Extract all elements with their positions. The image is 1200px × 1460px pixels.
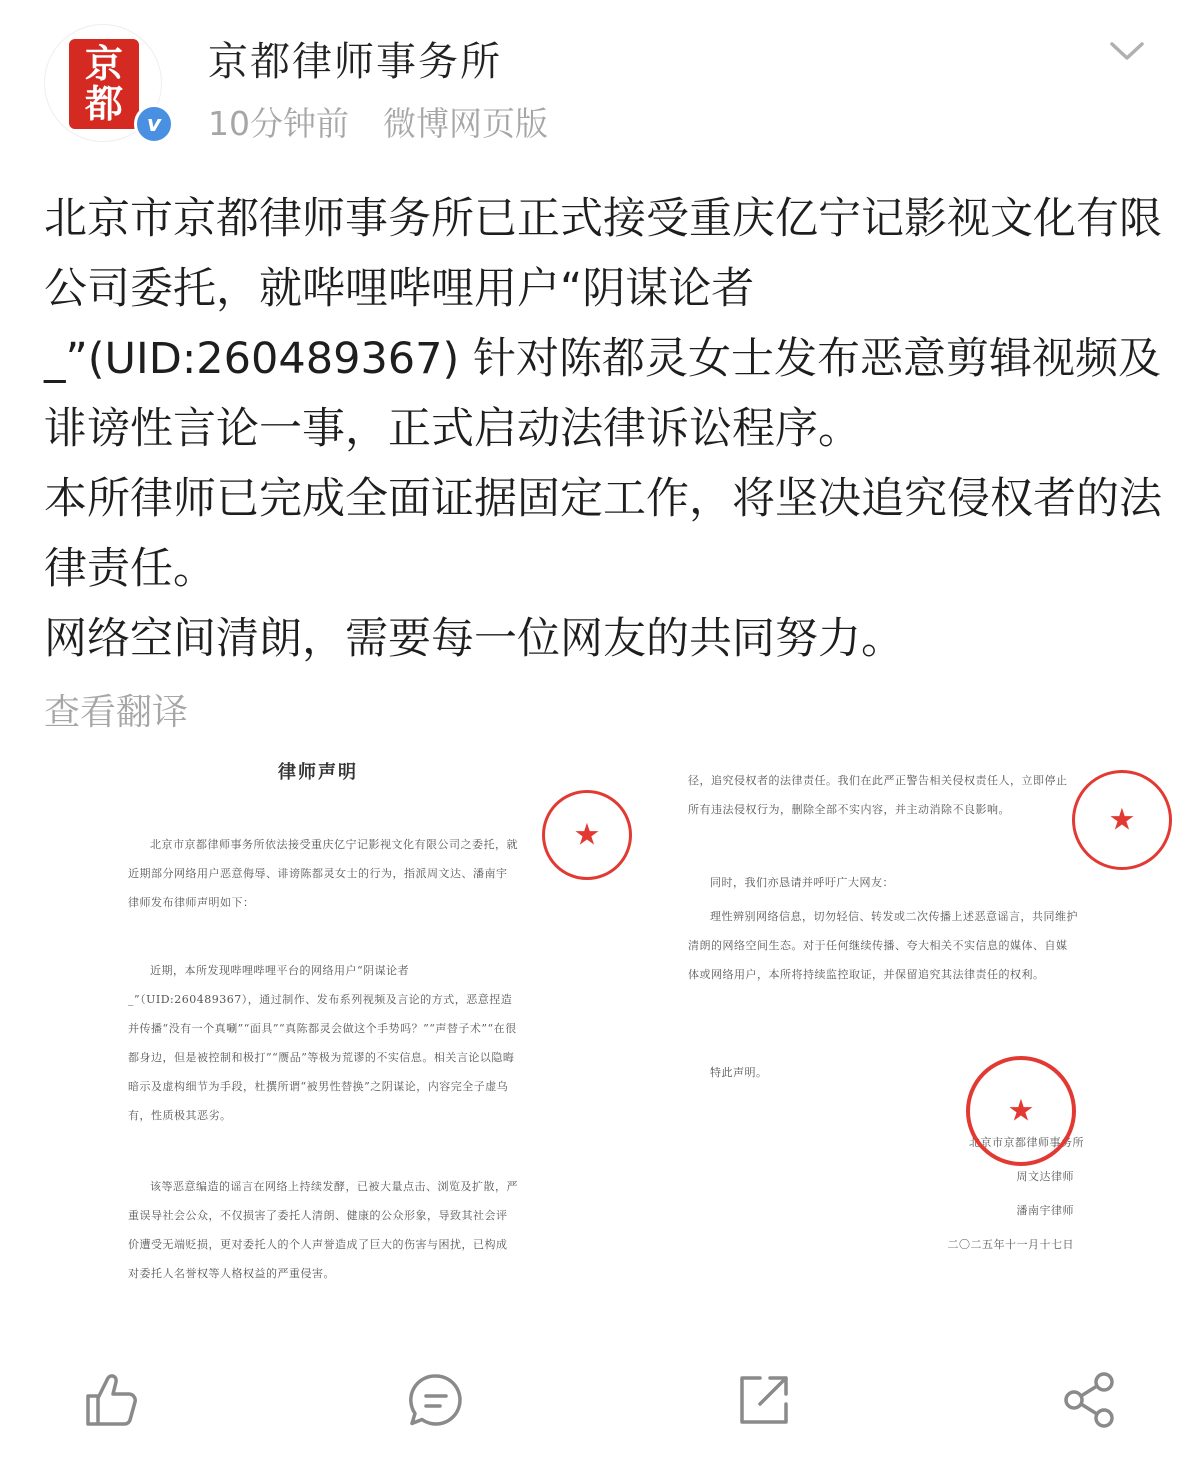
seal-stamp: [542, 790, 632, 880]
repost-icon[interactable]: [732, 1368, 796, 1432]
doc-firm: 北京市京都律师事务所: [969, 1136, 1084, 1149]
star-icon: ★: [573, 817, 601, 853]
doc-paragraph: 北京市京都律师事务所依法接受重庆亿宁记影视文化有限公司之委托，就近期部分网络用户恶意侮辱、诽谤陈都灵女士的行为，指派周文达、潘南宇律师发布律师声明如下：: [128, 838, 518, 909]
post-time: 10分钟前: [208, 104, 349, 143]
post-meta: [208, 98, 548, 145]
seal-char-2: 都: [84, 81, 123, 126]
post-paragraph-2: 本所律师已完成全面证据固定工作，将坚决追究侵权者的法律责任。: [44, 474, 1162, 594]
doc-paragraph: 近期，本所发现哔哩哔哩平台的网络用户“阴谋论者_”（UID:260489367），通过制作、发布系列视频及言论的方式，恶意捏造并传播“没有一个真唰”“面具”“真陈都灵会做这个手势吗？”“声替子术”“在很都身边，但是被控制和极打”“赝品”等极为荒谬的不实信息。相关言论以隐晦暗示及虚构细节为手段，杜撰所谓“被男性替换”之阴谋论，内容完全子虚乌有，性质极其恶劣。: [128, 964, 517, 1122]
action-bar: [0, 1360, 1200, 1450]
seal-stamp: [1072, 770, 1172, 870]
share-icon[interactable]: [1058, 1368, 1122, 1432]
doc-paragraph: 该等恶意编造的谣言在网络上持续发酵，已被大量点击、浏览及扩散，严重误导社会公众，不仅损害了委托人清朗、健康的公众形象，导致其社会评价遭受无端贬损，更对委托人的个人声誉造成了巨大的伤害与困扰，已构成对委托人名誉权等人格权益的严重侵害。: [128, 1180, 518, 1280]
post-content: [44, 184, 1164, 674]
attached-image-1[interactable]: [88, 740, 601, 1300]
doc-lawyer-2: 潘南宇律师: [1016, 1204, 1074, 1217]
star-icon: ★: [1108, 802, 1136, 838]
seal-char-1: 京: [84, 41, 123, 86]
doc-date: 二〇二五年十一月十七日: [947, 1238, 1074, 1251]
doc-lawyer-1: 周文达律师: [1016, 1170, 1074, 1183]
post-header: [0, 0, 1200, 160]
doc-paragraph: 径，追究侵权者的法律责任。我们在此严正警告相关侵权责任人，立即停止所有违法侵权行为，删除全部不实内容，并主动消除不良影响。: [688, 774, 1068, 816]
doc-paragraph: 理性辨别网络信息，切勿轻信、转发或二次传播上述恶意谣言，共同维护清朗的网络空间生态。对于任何继续传播、夸大相关不实信息的媒体、自媒体或网络用户，本所将持续监控取证，并保留追究其法律责任的权利。: [688, 910, 1078, 981]
post-paragraph-1: 北京市京都律师事务所已正式接受重庆亿宁记影视文化有限公司委托，就哔哩哔哩用户“阴谋论者_”(UID:260489367) 针对陈都灵女士发布恶意剪辑视频及诽谤性言论一事，正式启动法律诉讼程序。: [44, 194, 1162, 454]
doc-closing: 特此声明。: [710, 1066, 768, 1079]
seal-stamp: [966, 1056, 1076, 1166]
author-name[interactable]: 京都律师事务所: [208, 39, 502, 85]
translate-link[interactable]: 查看翻译: [44, 692, 189, 733]
doc-title: 律师声明: [278, 762, 358, 783]
seal-logo: [69, 39, 139, 129]
doc-paragraph: 同时，我们亦恳请并呼吁广大网友：: [710, 876, 894, 889]
verified-badge-icon: v: [134, 104, 174, 144]
post-source: 微博网页版: [383, 104, 548, 143]
comment-icon[interactable]: [404, 1368, 468, 1432]
post-paragraph-3: 网络空间清朗，需要每一位网友的共同努力。: [44, 614, 904, 664]
chevron-down-icon[interactable]: [1108, 36, 1146, 66]
star-icon: ★: [1007, 1093, 1035, 1129]
attached-image-2[interactable]: [650, 740, 1136, 1300]
like-icon[interactable]: [80, 1368, 144, 1432]
